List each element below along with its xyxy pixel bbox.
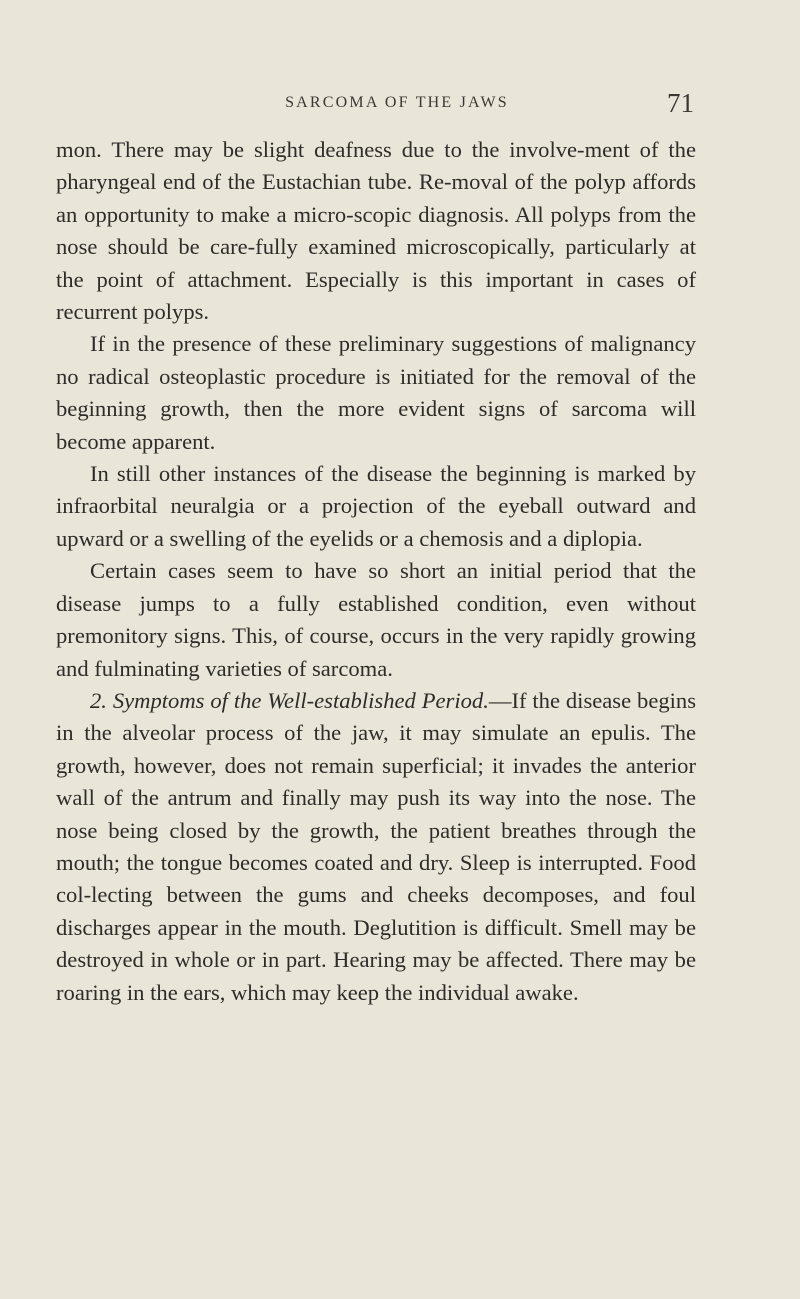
paragraph-5 <box>56 685 696 1009</box>
running-title: SARCOMA OF THE JAWS <box>285 94 509 111</box>
paragraph-5-text: —If the disease begins in the alveolar process of the jaw, it may simulate an epulis. The growth, however, does not remain superficial; it invades the anterior wall of the antrum and finally may push its way into the nose. The nose being closed by the growth, the patient breathes through the mouth; the tongue becomes coated and dry. Sleep is interrupted. Food col-lecting between the gums and cheeks decomposes, and foul discharges appear in the mouth. Deglutition is difficult. Smell may be destroyed in whole or in part. Hearing may be affected. There may be roaring in the ears, which may keep the individual awake. <box>56 687 697 1005</box>
paragraph-2: If in the presence of these preliminary suggestions of malignancy no radical osteoplastic procedure is initiated for the removal of the beginning growth, then the more evident signs of sarcoma will become apparent. <box>56 331 696 454</box>
page-number: 71 <box>667 88 694 118</box>
section-heading: 2. Symptoms of the Well-established Period. <box>90 687 489 713</box>
paragraph-3: In still other instances of the disease the beginning is marked by infraorbital neuralgia or a projection of the eyeball outward and upward or a swelling of the eyelids or a chemosis and a diplopia. <box>56 461 696 551</box>
paragraph-4: Certain cases seem to have so short an initial period that the disease jumps to a fully established condition, even without premonitory signs. This, of course, occurs in the very rapidly growing and fulminating varieties of sarcoma. <box>56 558 696 681</box>
body-text <box>56 134 696 1009</box>
running-head <box>100 88 694 122</box>
paragraph-1: mon. There may be slight deafness due to the involve-ment of the pharyngeal end of the Eustachian tube. Re-moval of the polyp affords an opportunity to make a micro-scopic diagnosis. All polyps from the nose should be care-fully examined microscopically, particularly at the point of attachment. Especially is this important in cases of recurrent polyps. <box>56 137 696 325</box>
